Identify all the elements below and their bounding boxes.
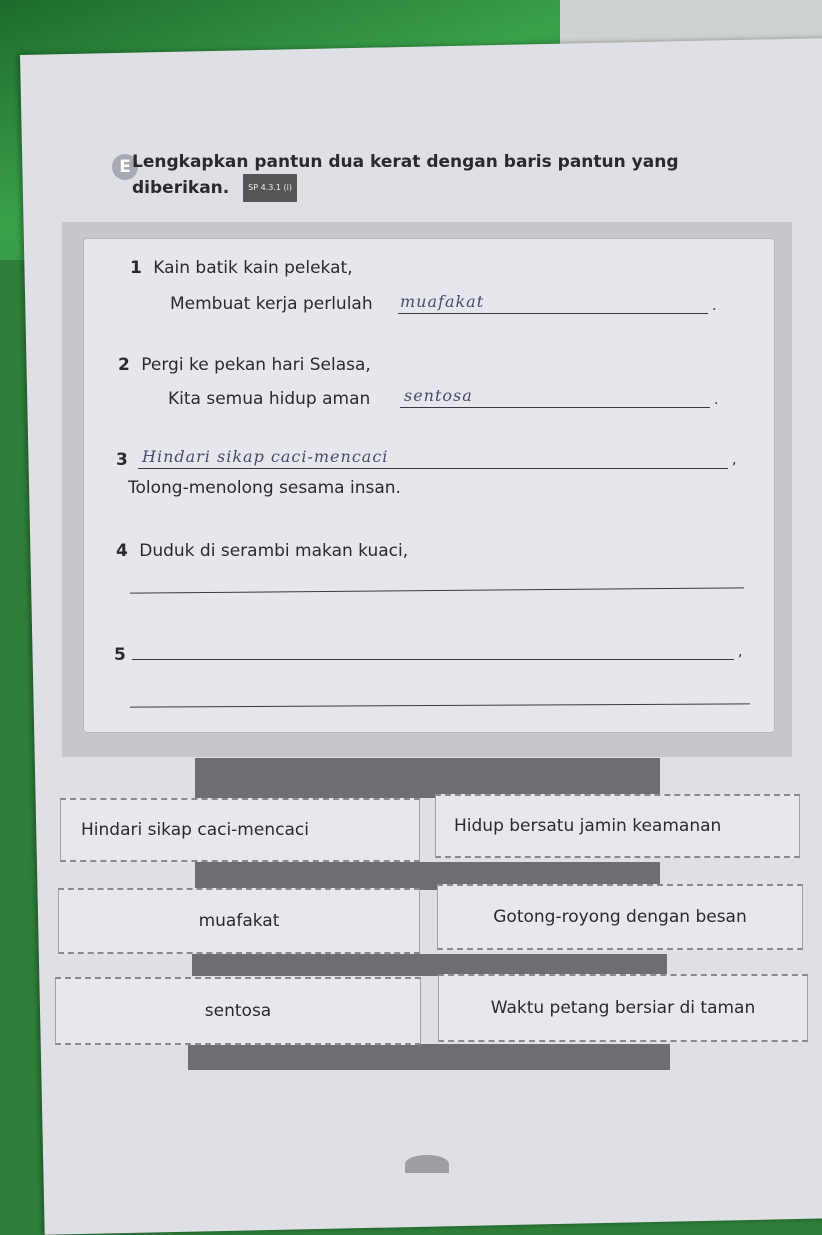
instruction-label: Lengkapkan pantun dua kerat dengan baris pantun yang diberikan.	[132, 152, 679, 198]
instruction-text	[132, 150, 732, 202]
item-1-line2-prefix: Membuat kerja perlulah	[170, 294, 373, 314]
item-3-answer: Hindari sikap caci-mencaci	[142, 447, 389, 466]
option-card-left-1[interactable]: Hindari sikap caci-mencaci	[60, 798, 420, 862]
item-3-answer-line[interactable]	[138, 468, 728, 469]
item-2-line2-prefix: Kita semua hidup aman	[168, 389, 371, 409]
strip-top	[195, 758, 660, 798]
standard-tag: SP 4.3.1 (i)	[243, 174, 297, 202]
item-2-line1	[118, 355, 371, 375]
decorative-blob	[405, 1155, 449, 1173]
strip-3	[192, 954, 667, 976]
option-card-left-2[interactable]: muafakat	[58, 888, 420, 954]
strip-bottom	[188, 1044, 670, 1070]
item-5-answer-line-1[interactable]	[132, 659, 734, 660]
item-1-end: .	[712, 298, 717, 314]
item-text: Kain batik kain pelekat,	[153, 258, 353, 278]
option-card-left-3[interactable]: sentosa	[55, 977, 421, 1045]
section-badge: E	[112, 154, 138, 180]
item-text: Duduk di serambi makan kuaci,	[139, 541, 409, 561]
item-1-line1	[130, 258, 353, 278]
item-text: Pergi ke pekan hari Selasa,	[141, 355, 371, 375]
item-2-end: .	[714, 392, 719, 408]
item-2-answer: sentosa	[404, 386, 473, 405]
item-3-end: ,	[732, 452, 737, 468]
item-5-number: 5	[114, 645, 126, 665]
item-2-answer-line[interactable]	[400, 407, 710, 408]
item-number: 2	[118, 355, 130, 375]
item-3-line2: Tolong-menolong sesama insan.	[128, 478, 401, 498]
option-card-right-1[interactable]: Hidup bersatu jamin keamanan	[435, 794, 800, 858]
option-card-right-3[interactable]: Waktu petang bersiar di taman	[438, 974, 808, 1042]
item-number: 4	[116, 541, 128, 561]
option-card-right-2[interactable]: Gotong-royong dengan besan	[437, 884, 803, 950]
item-4-line1	[116, 541, 408, 561]
item-1-answer-line[interactable]	[398, 313, 708, 314]
item-3-number: 3	[116, 450, 128, 470]
item-number: 1	[130, 258, 142, 278]
item-1-answer: muafakat	[400, 292, 485, 311]
item-5-end: ,	[738, 644, 743, 660]
